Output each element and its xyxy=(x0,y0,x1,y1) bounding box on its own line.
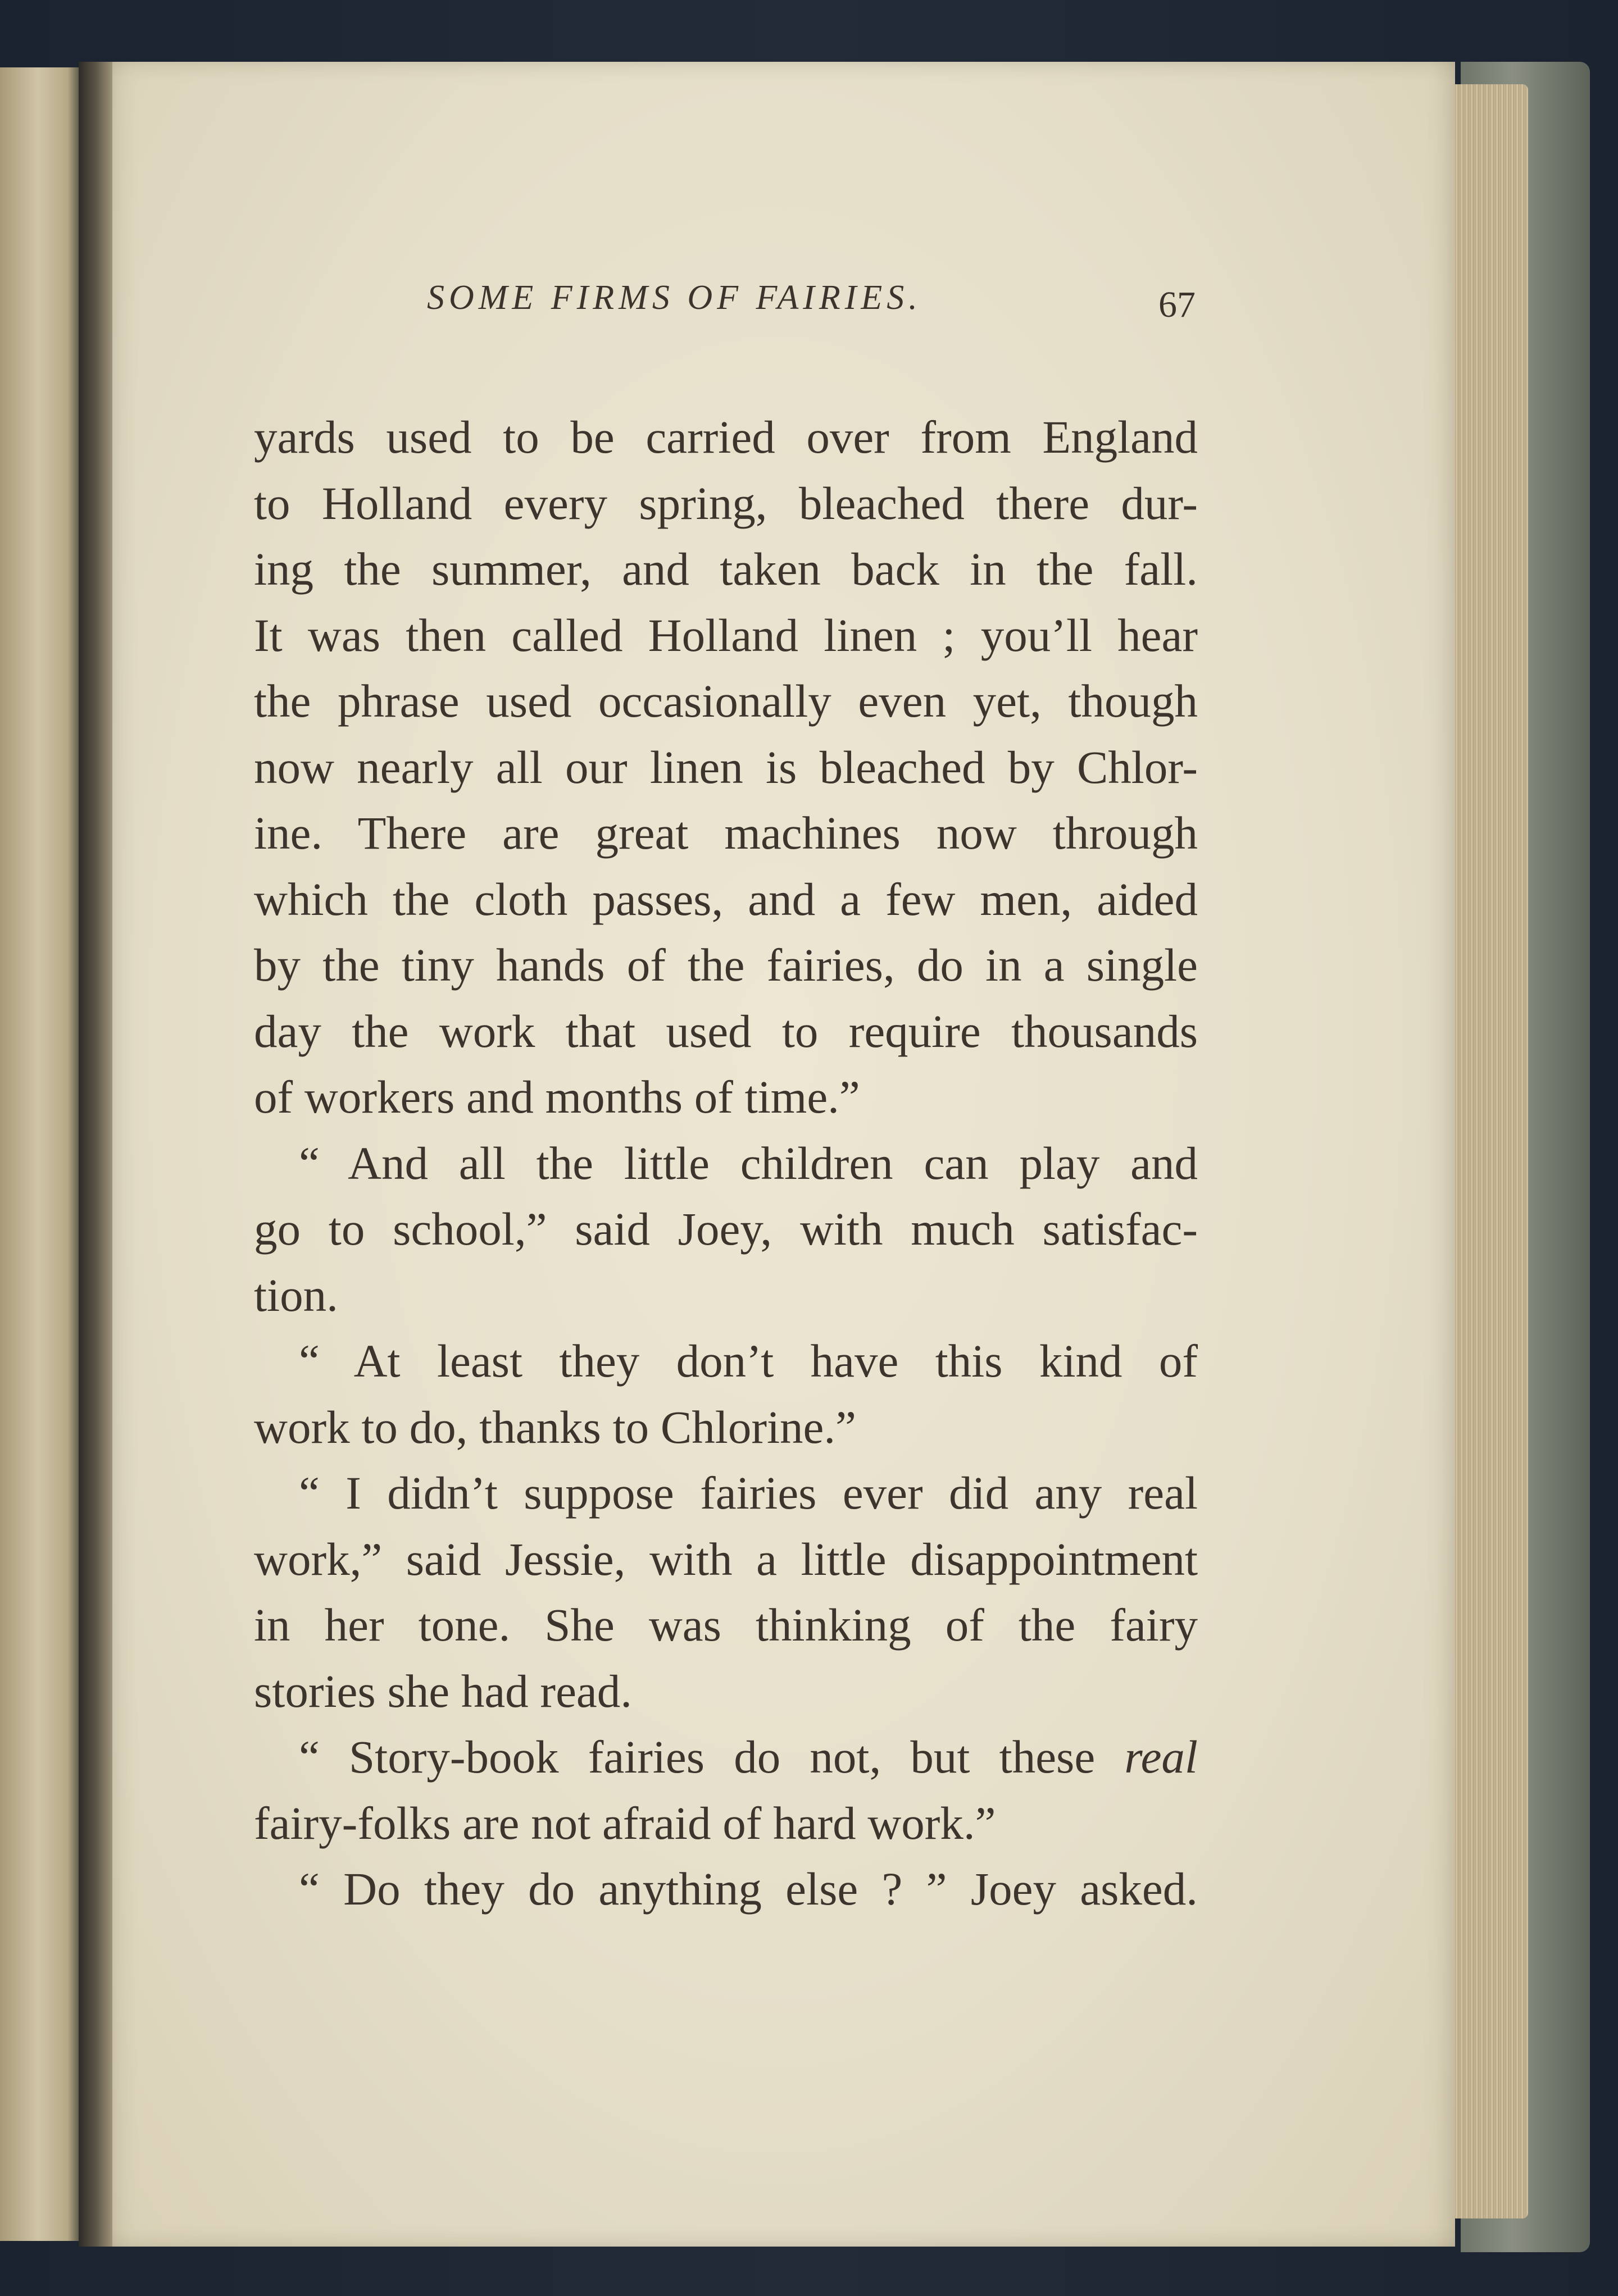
text-line: now nearly all our linen is bleached by Chlor- xyxy=(254,741,1198,793)
text-line: work,” said Jessie, with a little disappointment xyxy=(254,1533,1198,1585)
text-line: “ At least they don’t have this kind of xyxy=(299,1335,1198,1387)
text-line: to Holland every spring, bleached there dur- xyxy=(254,477,1198,529)
text-line: ing the summer, and taken back in the fall. xyxy=(254,543,1198,595)
book-gutter xyxy=(79,62,112,2247)
text-line: It was then called Holland linen ; you’ll hear xyxy=(254,609,1198,661)
text-run: “ Story-book fairies do not, but these xyxy=(299,1731,1125,1783)
text-line: the phrase used occasionally even yet, though xyxy=(254,675,1198,727)
left-page-sliver xyxy=(0,67,84,2241)
text-line: work to do, thanks to Chlorine.” xyxy=(254,1401,856,1453)
text-line: ine. There are great machines now through xyxy=(254,807,1198,859)
text-line: fairy-folks are not afraid of hard work.” xyxy=(254,1797,996,1849)
text-line: tion. xyxy=(254,1269,338,1321)
text-line: in her tone. She was thinking of the fairy xyxy=(254,1599,1198,1651)
text-line: yards used to be carried over from England xyxy=(254,411,1198,463)
text-line: “ And all the little children can play and xyxy=(299,1137,1198,1189)
text-line-with-italic xyxy=(254,1724,1198,1791)
text-line: of workers and months of time.” xyxy=(254,1071,860,1123)
body-text xyxy=(254,404,1198,1923)
text-line: by the tiny hands of the fairies, do in a single xyxy=(254,939,1198,991)
page-number: 67 xyxy=(1158,284,1196,325)
running-head: SOME FIRMS OF FAIRIES. xyxy=(427,279,922,317)
text-line: “ I didn’t suppose fairies ever did any real xyxy=(299,1467,1198,1519)
text-line: go to school,” said Joey, with much satisfac- xyxy=(254,1203,1198,1255)
italic-word: real xyxy=(1124,1731,1198,1783)
text-line: which the cloth passes, and a few men, aided xyxy=(254,873,1198,925)
text-line: stories she had read. xyxy=(254,1665,632,1717)
text-line: “ Do they do anything else ? ” Joey asked. xyxy=(299,1863,1198,1915)
text-line: day the work that used to require thousands xyxy=(254,1005,1198,1057)
